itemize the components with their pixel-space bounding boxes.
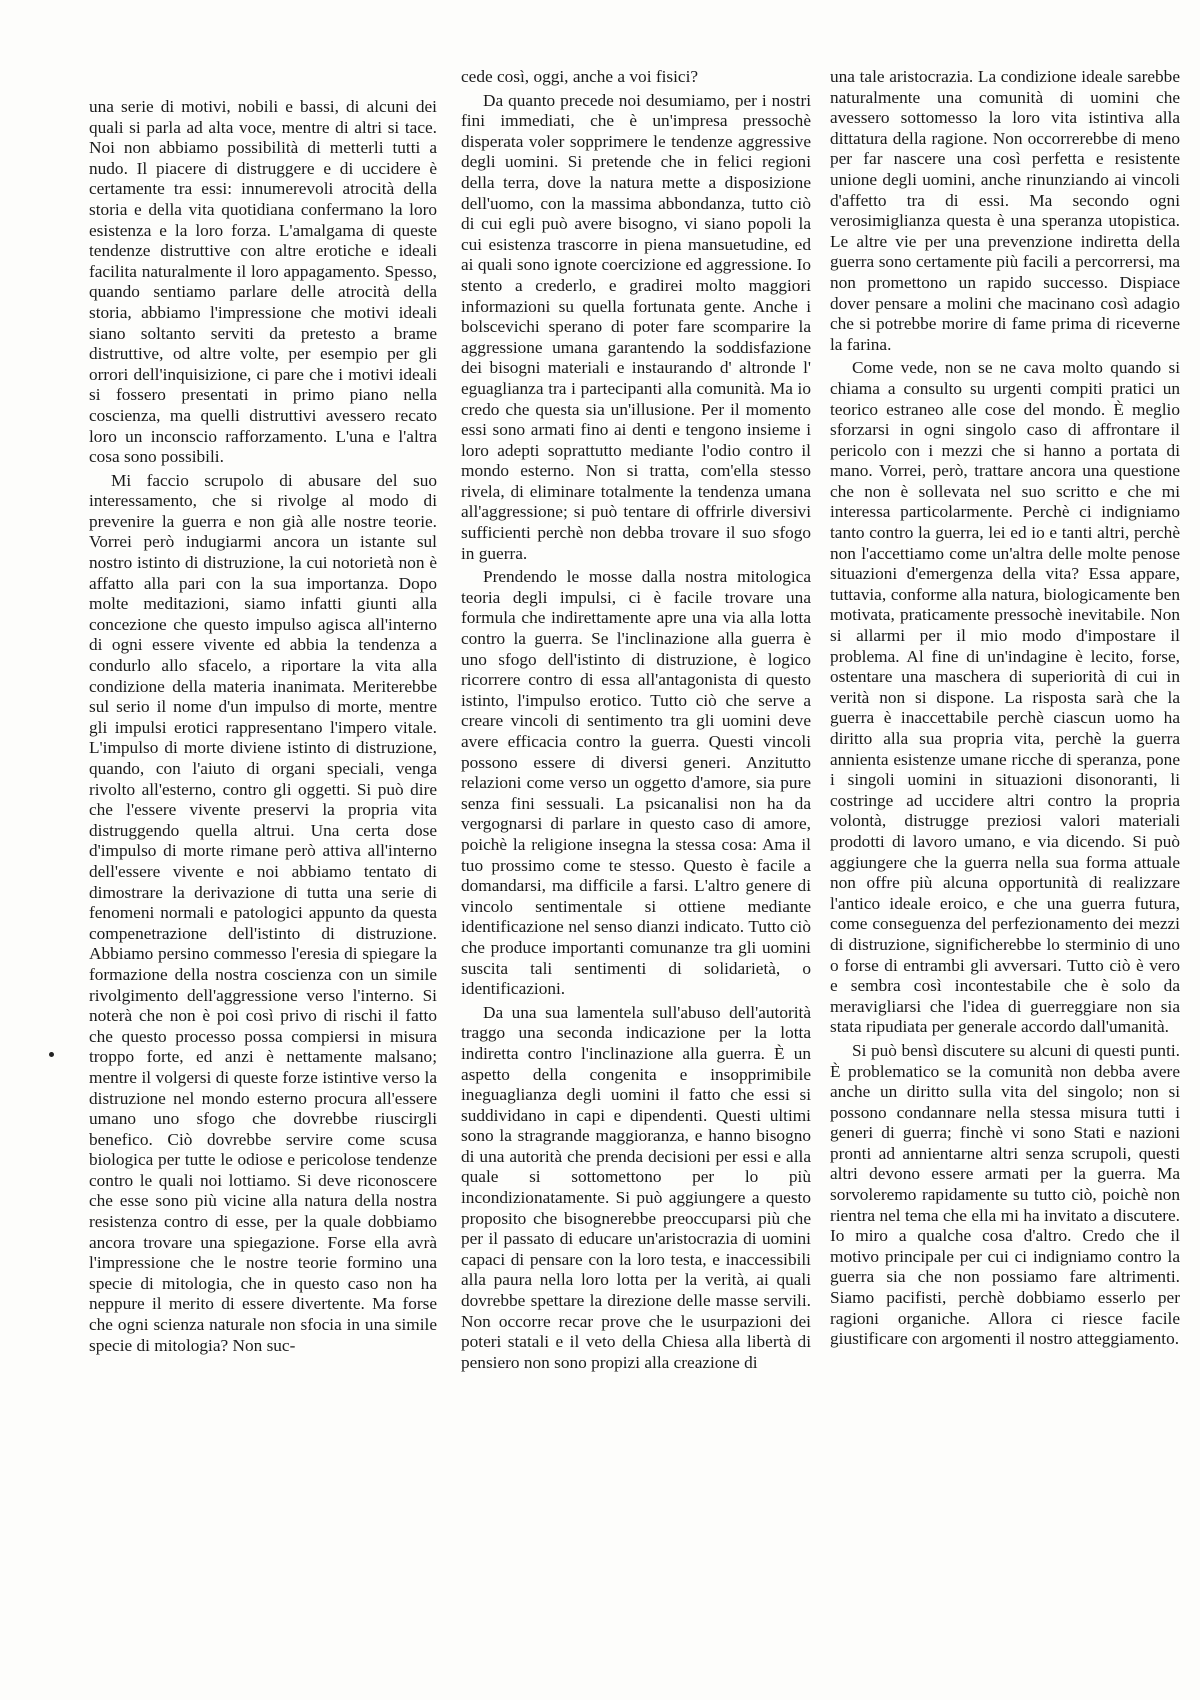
- paragraph: cede così, oggi, anche a voi fisici?: [461, 67, 699, 86]
- text-column-left: [89, 0, 437, 1359]
- paragraph: una tale aristocrazia. La condizione ideale sarebbe naturalmente una comunità di uomini che avessero sottomesso la loro vita istintiva alla dittatura della ragione. Non occorrerebbe di meno per far nascere una così perfetta e resistente unione degli uomini, anche rinunziando ai vincoli d'affetto tra di essi. Ma secondo ogni verosimiglianza questa è una speranza utopistica. Le altre vie per una prevenzione indiretta della guerra sono certamente più facili a percorrersi, ma non promettono un rapido successo. Dispiace dover pensare a molini che macinano così adagio che si potrebbe morire di fame prima di riceverne la farina.: [830, 67, 1180, 354]
- text-column-middle: [461, 0, 811, 1376]
- print-speck: [49, 1052, 54, 1057]
- text-column-right: [830, 0, 1180, 1353]
- paragraph: Da una sua lamentela sull'abuso dell'autorità traggo una seconda indicazione per la lotta indiretta contro l'inclinazione alla guerra. È un aspetto della congenita e insopprimibile ineguaglianza degli uomini il fatto che essi si suddividano in capi e dipendenti. Questi ultimi sono la stragrande maggioranza, e hanno bisogno di una autorità che prenda decisioni per essi e alla quale si sottomettono per lo più incondizionatamente. Si può aggiungere a questo proposito che bisognerebbe preoccuparsi più che per il passato di educare un'aristocrazia di uomini capaci di pensare con la loro testa, e inaccessibili alla paura nella loro lotta per la verità, ai quali dovrebbe spettare la direzione delle masse servili. Non occorre recar prove che le usurpazioni dei poteri statali e il veto della Chiesa alla libertà di pensiero non sono propizi alla creazione di: [461, 1002, 811, 1372]
- paragraph: una serie di motivi, nobili e bassi, di alcuni dei quali si parla ad alta voce, mentre di altri si tace. Noi non abbiamo possibilità di metterli tutti a nudo. Il piacere di distruggere e di uccidere è certamente tra essi: innumerevoli atrocità della storia e della vita quotidiana confermano la loro esistenza e la loro forza. L'amalgama di queste tendenze distruttive con altre erotiche e ideali facilita naturalmente il loro appagamento. Spesso, quando sentiamo parlare delle atrocità della storia, abbiamo l'impressione che motivi ideali siano soltanto serviti da pretesto a brame distruttive, od altre volte, per esempio per gli orrori dell'inquisizione, ci pare che i motivi ideali si fossero presentati in primo piano nella coscienza, ma quelli distruttivi avessero recato loro un inconscio rafforzamento. L'una e l'altra cosa sono possibili.: [89, 97, 437, 467]
- paragraph: Si può bensì discutere su alcuni di questi punti. È problematico se la comunità non debba avere anche un diritto sulla vita del singolo; non si possono condannare nella stessa misura tutti i generi di guerra; finchè vi sono Stati e nazioni pronti ad annientarne altri senza scrupoli, questi altri devono essere armati per la guerra. Ma sorvoleremo rapidamente su tutto ciò, poichè non rientra nel tema che ella mi ha invitato a discutere. Io miro a qualche cosa d'altro. Credo che il motivo principale per cui ci indigniamo contro la guerra sia che non possiamo fare altrimenti. Siamo pacifisti, perchè dobbiamo esserlo per ragioni organiche. Allora ci riesce facile giustificare con argomenti il nostro atteggiamento.: [830, 1040, 1180, 1349]
- paragraph: Prendendo le mosse dalla nostra mitologica teoria degli impulsi, ci è facile trovare una formula che indirettamente apre una via alla lotta contro la guerra. Se l'inclinazione alla guerra è uno sfogo dell'istinto di distruzione, è logico ricorrere contro di essa all'antagonista di questo istinto, l'impulso erotico. Tutto ciò che serve a creare vincoli di sentimento tra gli uomini deve avere efficacia contro la guerra. Questi vincoli possono essere di diversi generi. Anzitutto relazioni come verso un oggetto d'amore, sia pure senza fini sessuali. La psicanalisi non ha da vergognarsi di parlare in questo caso di amore, poichè la religione insegna la stessa cosa: Ama il tuo prossimo come te stesso. Questo è facile a domandarsi, ma difficile a farsi. L'altro genere di vincolo sentimentale si ottiene mediante identificazione nel senso dianzi indicato. Tutto ciò che produce importanti comunanze tra gli uomini suscita tali sentimenti di solidarietà, o identificazioni.: [461, 567, 811, 999]
- paragraph: Mi faccio scrupolo di abusare del suo interessamento, che si rivolge al modo di prevenire la guerra e non già alle nostre teorie. Vorrei però indugiarmi ancora un istante sul nostro istinto di distruzione, la cui notorietà non è affatto alla pari con la sua importanza. Dopo molte meditazioni, siamo infatti giunti alla concezione che questo impulso agisca all'interno di ogni essere vivente ed abbia la tendenza a condurlo allo sfacelo, a riportare la vita alla condizione della materia inanimata. Meriterebbe sul serio il nome d'un impulso di morte, mentre gli impulsi erotici rappresentano l'impero vitale. L'impulso di morte diviene istinto di distruzione, quando, con l'aiuto di organi speciali, venga rivolto all'esterno, contro gli oggetti. Si può dire che l'essere vivente preservi la propria vita distruggendo quella altrui. Una certa dose d'impulso di morte rimane però attiva all'interno dell'essere vivente e noi abbiamo tentato di dimostrare la derivazione di tutta una serie di fenomeni normali e patologici appunto da questa compenetrazione dell'istinto di distruzione. Abbiamo persino commesso l'eresia di spiegare la formazione della nostra coscienza con un simile rivolgimento dell'aggressione verso l'interno. Si noterà che non è poi così privo di rischi il fatto che questo processo possa compiersi in misura troppo forte, ed anzi è nettamente malsano; mentre il volgersi di queste forze istintive verso la distruzione nel mondo esterno procura all'essere umano uno sfogo che dovrebbe riuscirgli benefico. Ciò dovrebbe servire come scusa biologica per tutte le odiose e pericolose tendenze contro le quali noi lottiamo. Si deve riconoscere che esse sono più vicine alla natura della nostra resistenza contro di esse, per la quale dobbiamo ancora trovare una spiegazione. Forse ella avrà l'impressione che le nostre teorie formino una specie di mitologia, che in questo caso non ha neppure il merito di essere divertente. Ma forse che ogni scienza naturale non sfocia in una simile specie di mitologia? Non suc-: [89, 470, 437, 1355]
- paragraph: Da quanto precede noi desumiamo, per i nostri fini immediati, che è un'impresa pressochè disperata voler sopprimere le tendenze aggressive degli uomini. Si pretende che in felici regioni della terra, dove la natura mette a disposizione dell'uomo, con la massima abbondanza, tutto ciò di cui egli può avere bisogno, vi siano popoli la cui esistenza trascorre in piena mansuetudine, ed ai quali sono ignote coercizione ed aggressione. Io stento a crederlo, e gradirei molto maggiori informazioni su quella fortunata gente. Anche i bolscevichi sperano di poter fare scomparire la aggressione umana garantendo la soddisfazione dei bisogni materiali e instaurando d' altronde l' eguaglianza tra i partecipanti alla comunità. Ma io credo che questa sia un'illusione. Per il momento essi sono armati fino ai denti e tengono insieme i loro adepti soprattutto mediante l'odio contro il mondo esterno. Non si tratta, com'ella stesso rivela, di eliminare totalmente la tendenza umana all'aggressione; si può tentare di offrirle diversivi sufficienti perchè non debba trovare il suo sfogo in guerra.: [461, 90, 811, 563]
- paragraph: Come vede, non se ne cava molto quando si chiama a consulto su urgenti compiti pratici un teorico estraneo alle cose del mondo. È meglio sforzarsi in ogni singolo caso di affrontare il pericolo con i mezzi che si hanno a portata di mano. Vorrei, però, trattare ancora una questione che non è sollevata nel suo scritto e che mi interessa particolarmente. Perchè ci indigniamo tanto contro la guerra, lei ed io e tanti altri, perchè non l'accettiamo come un'altra delle molte penose situazioni d'emergenza della vita? Essa appare, tuttavia, conforme alla natura, biologicamente ben motivata, praticamente pressochè inevitabile. Non si allarmi per il mio modo d'impostare il problema. Al fine di un'indagine è lecito, forse, ostentare una maschera di superiorità di cui in verità non si dispone. La risposta sarà che la guerra è inaccettabile perchè ciascun uomo ha diritto alla sua propria vita, perchè la guerra annienta esistenze umane ricche di speranza, pone i singoli uomini in situazioni disonoranti, li costringe ad uccidere altri contro la propria volontà, distrugge preziosi valori materiali prodotti di lavoro umano, e via dicendo. Si può aggiungere che la guerra nella sua forma attuale non offre più alcuna opportunità di realizzare l'antico ideale eroico, e che una guerra futura, come conseguenza del perfezionamento dei mezzi di distruzione, significherebbe lo sterminio di uno o forse di entrambi gli avversari. Tutto ciò è vero e sembra così incontestabile che è solo da meravigliarsi che l'idea di guerreggiare non sia stata ripudiata per generale accordo dall'umanità.: [830, 358, 1180, 1037]
